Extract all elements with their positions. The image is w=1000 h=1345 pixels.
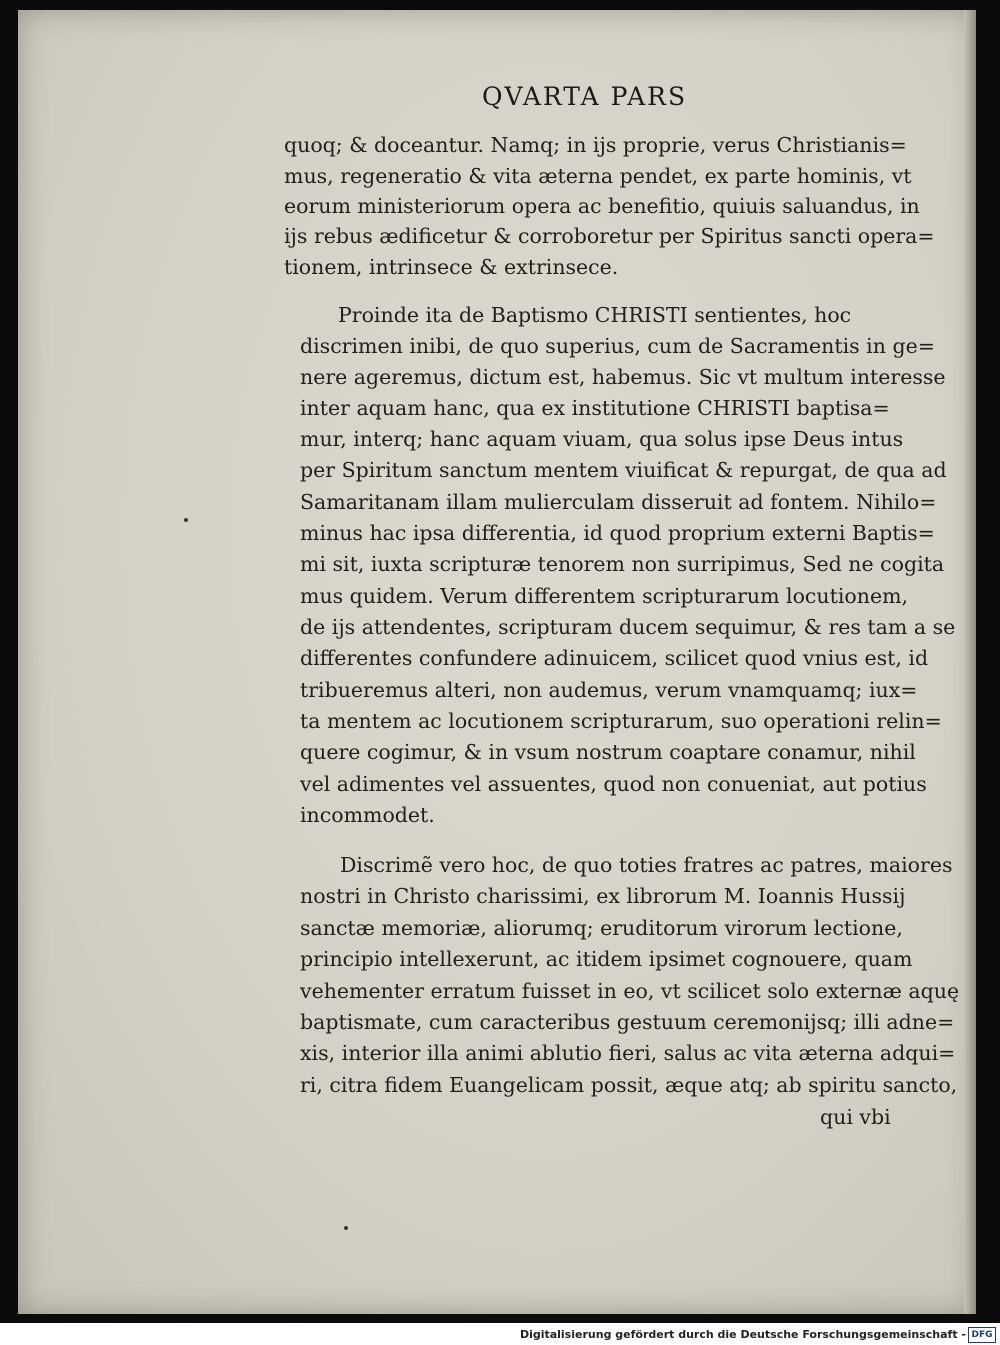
text-line: differentes confundere adinuicem, scilicet quod vnius est, id (300, 646, 929, 670)
text-line: vel adimentes vel assuentes, quod non conueniat, aut potius (300, 772, 927, 796)
text-line: de ijs attendentes, scripturam ducem sequimur, & res tam a se (300, 615, 956, 639)
text-line: ri, citra fidem Euangelicam possit, æque atq; ab spiritu sancto, (300, 1073, 958, 1097)
text-line: ijs rebus ædificetur & corroboretur per Spiritus sancti opera= (284, 224, 935, 248)
text-line: quoq; & doceantur. Namq; in ijs proprie, verus Christianis= (284, 133, 907, 157)
text-line: per Spiritum sanctum mentem viuificat & repurgat, de qua ad (300, 458, 947, 482)
page-edge (964, 10, 976, 1314)
text-line: baptismate, cum caracteribus gestuum ceremonijsq; illi adne= (300, 1010, 955, 1034)
paper-speck (184, 518, 188, 522)
text-line: principio intellexerunt, ac itidem ipsimet cognouere, quam (300, 947, 913, 971)
text-line: sanctæ memoriæ, aliorumq; eruditorum virorum lectione, (300, 916, 903, 940)
text-line: Proinde ita de Baptismo CHRISTI sentientes, hoc (338, 303, 852, 327)
text-line: mus, regeneratio & vita æterna pendet, ex parte hominis, vt (284, 164, 912, 188)
funding-credit: Digitalisierung gefördert durch die Deutsche Forschungsgemeinschaft - (519, 1328, 966, 1341)
text-line: nere ageremus, dictum est, habemus. Sic vt multum interesse (300, 365, 946, 389)
text-line: Samaritanam illam mulierculam disseruit ad fontem. Nihilo= (300, 490, 937, 514)
footer-bar (0, 1323, 1000, 1345)
text-line: incommodet. (300, 803, 435, 827)
text-line: inter aquam hanc, qua ex institutione CHRISTI baptisa= (300, 396, 890, 420)
dfg-logo: DFG (968, 1327, 996, 1343)
paper-speck (344, 1226, 348, 1230)
text-line: tionem, intrinsece & extrinsece. (284, 255, 619, 279)
catchword: qui vbi (820, 1105, 891, 1129)
text-line: vehementer erratum fuisset in eo, vt scilicet solo externæ aquę (300, 979, 960, 1003)
text-line: minus hac ipsa differentia, id quod proprium externi Baptis= (300, 521, 935, 545)
text-line: mur, interq; hanc aquam viuam, qua solus ipse Deus intus (300, 427, 904, 451)
text-line: quere cogimur, & in vsum nostrum coaptare conamur, nihil (300, 740, 916, 764)
text-line: Discrimẽ vero hoc, de quo toties fratres ac patres, maiores (340, 853, 953, 877)
text-line: ta mentem ac locutionem scripturarum, suo operationi relin= (300, 709, 942, 733)
text-line: xis, interior illa animi ablutio fieri, salus ac vita æterna adqui= (300, 1041, 956, 1065)
text-line: nostri in Christo charissimi, ex librorum M. Ioannis Hussij (300, 884, 906, 908)
text-line: discrimen inibi, de quo superius, cum de Sacramentis in ge= (300, 334, 935, 358)
text-line: mi sit, iuxta scripturæ tenorem non surripimus, Sed ne cogita (300, 552, 945, 576)
text-line: eorum ministeriorum opera ac benefitio, quiuis saluandus, in (284, 194, 920, 218)
running-header: QVARTA PARS (482, 82, 688, 111)
text-line: mus quidem. Verum differentem scripturarum locutionem, (300, 584, 909, 608)
text-line: tribueremus alteri, non audemus, verum vnamquamq; iux= (300, 678, 918, 702)
